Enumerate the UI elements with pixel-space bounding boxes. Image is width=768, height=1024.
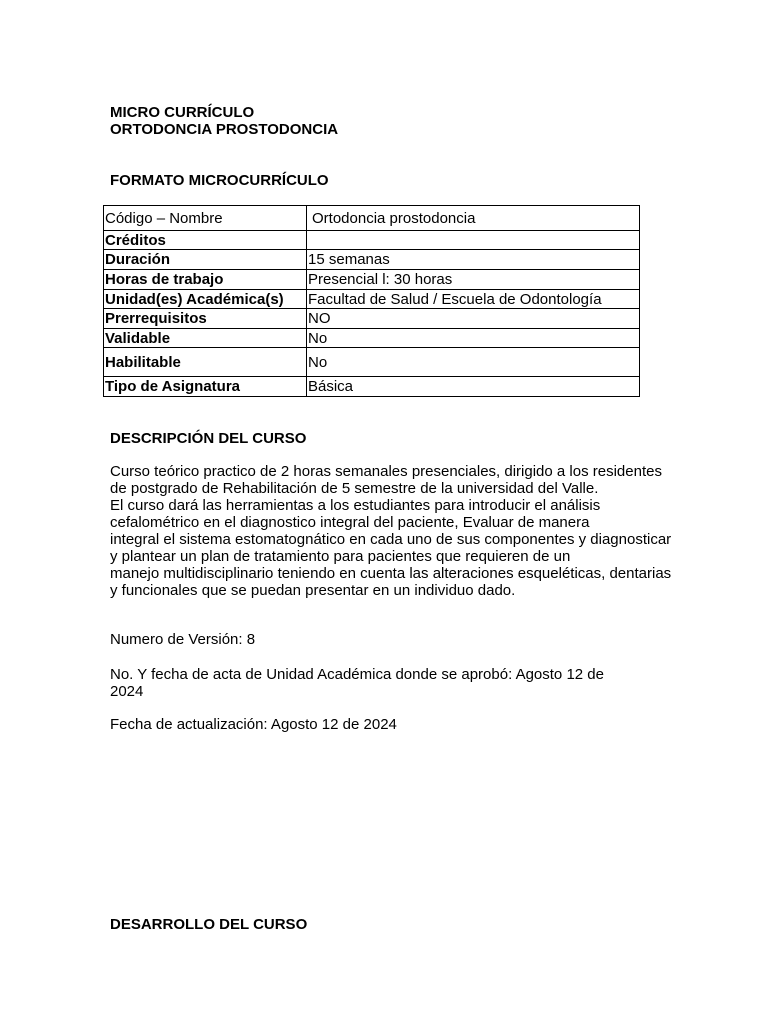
row-label-unidad: Unidad(es) Académica(s): [104, 290, 307, 309]
formato-heading: FORMATO MICROCURRÍCULO: [110, 172, 329, 189]
desarrollo-heading: DESARROLLO DEL CURSO: [110, 916, 308, 933]
description-heading: DESCRIPCIÓN DEL CURSO: [110, 430, 307, 447]
table-row: [104, 329, 640, 348]
row-label-habilitable: Habilitable: [104, 348, 307, 377]
table-row: [104, 250, 640, 270]
acta-line-2: 2024: [110, 683, 144, 700]
acta-line-1: No. Y fecha de acta de Unidad Académica donde se aprobó: Agosto 12 de: [110, 666, 604, 683]
row-label-duracion: Duración: [104, 250, 307, 270]
description-body: [110, 463, 710, 599]
row-label-prerrequisitos: Prerrequisitos: [104, 309, 307, 329]
table-row: [104, 377, 640, 397]
table-row: [104, 309, 640, 329]
title-line-2: ORTODONCIA PROSTODONCIA: [110, 121, 339, 138]
row-label-codigo: Código – Nombre: [104, 206, 307, 231]
course-info-table: [103, 205, 640, 397]
version-number: Numero de Versión: 8: [110, 631, 256, 648]
document-title: [110, 104, 338, 138]
update-date: Fecha de actualización: Agosto 12 de 2024: [110, 716, 397, 733]
description-line: cefalométrico en el diagnostico integral del paciente, Evaluar de manera: [110, 514, 590, 531]
table-row: [104, 290, 640, 309]
row-value-unidad: Facultad de Salud / Escuela de Odontología: [307, 290, 640, 309]
description-line: y funcionales que se puedan presentar en un individuo dado.: [110, 582, 516, 599]
row-label-horas: Horas de trabajo: [104, 270, 307, 290]
title-line-1: MICRO CURRÍCULO: [110, 104, 255, 121]
row-value-horas: Presencial l: 30 horas: [307, 270, 640, 290]
row-value-codigo: Ortodoncia prostodoncia: [307, 206, 640, 231]
description-line: y plantear un plan de tratamiento para pacientes que requieren de un: [110, 548, 571, 565]
row-value-habilitable: No: [307, 348, 640, 377]
description-line: manejo multidisciplinario teniendo en cuenta las alteraciones esqueléticas, dentarias: [110, 565, 672, 582]
acta-approval: [110, 666, 604, 700]
row-label-validable: Validable: [104, 329, 307, 348]
row-value-prerrequisitos: NO: [307, 309, 640, 329]
description-line: El curso dará las herramientas a los estudiantes para introducir el análisis: [110, 497, 601, 514]
row-value-duracion: 15 semanas: [307, 250, 640, 270]
table-row: [104, 348, 640, 377]
row-label-creditos: Créditos: [104, 231, 307, 250]
row-value-validable: No: [307, 329, 640, 348]
table-row: [104, 231, 640, 250]
row-label-tipo: Tipo de Asignatura: [104, 377, 307, 397]
description-line: integral el sistema estomatognático en cada uno de sus componentes y diagnosticar: [110, 531, 672, 548]
table-row: [104, 270, 640, 290]
description-line: de postgrado de Rehabilitación de 5 semestre de la universidad del Valle.: [110, 480, 599, 497]
row-value-creditos: [307, 231, 640, 250]
description-line: Curso teórico practico de 2 horas semanales presenciales, dirigido a los residentes: [110, 463, 662, 480]
table-row: [104, 206, 640, 231]
row-value-tipo: Básica: [307, 377, 640, 397]
